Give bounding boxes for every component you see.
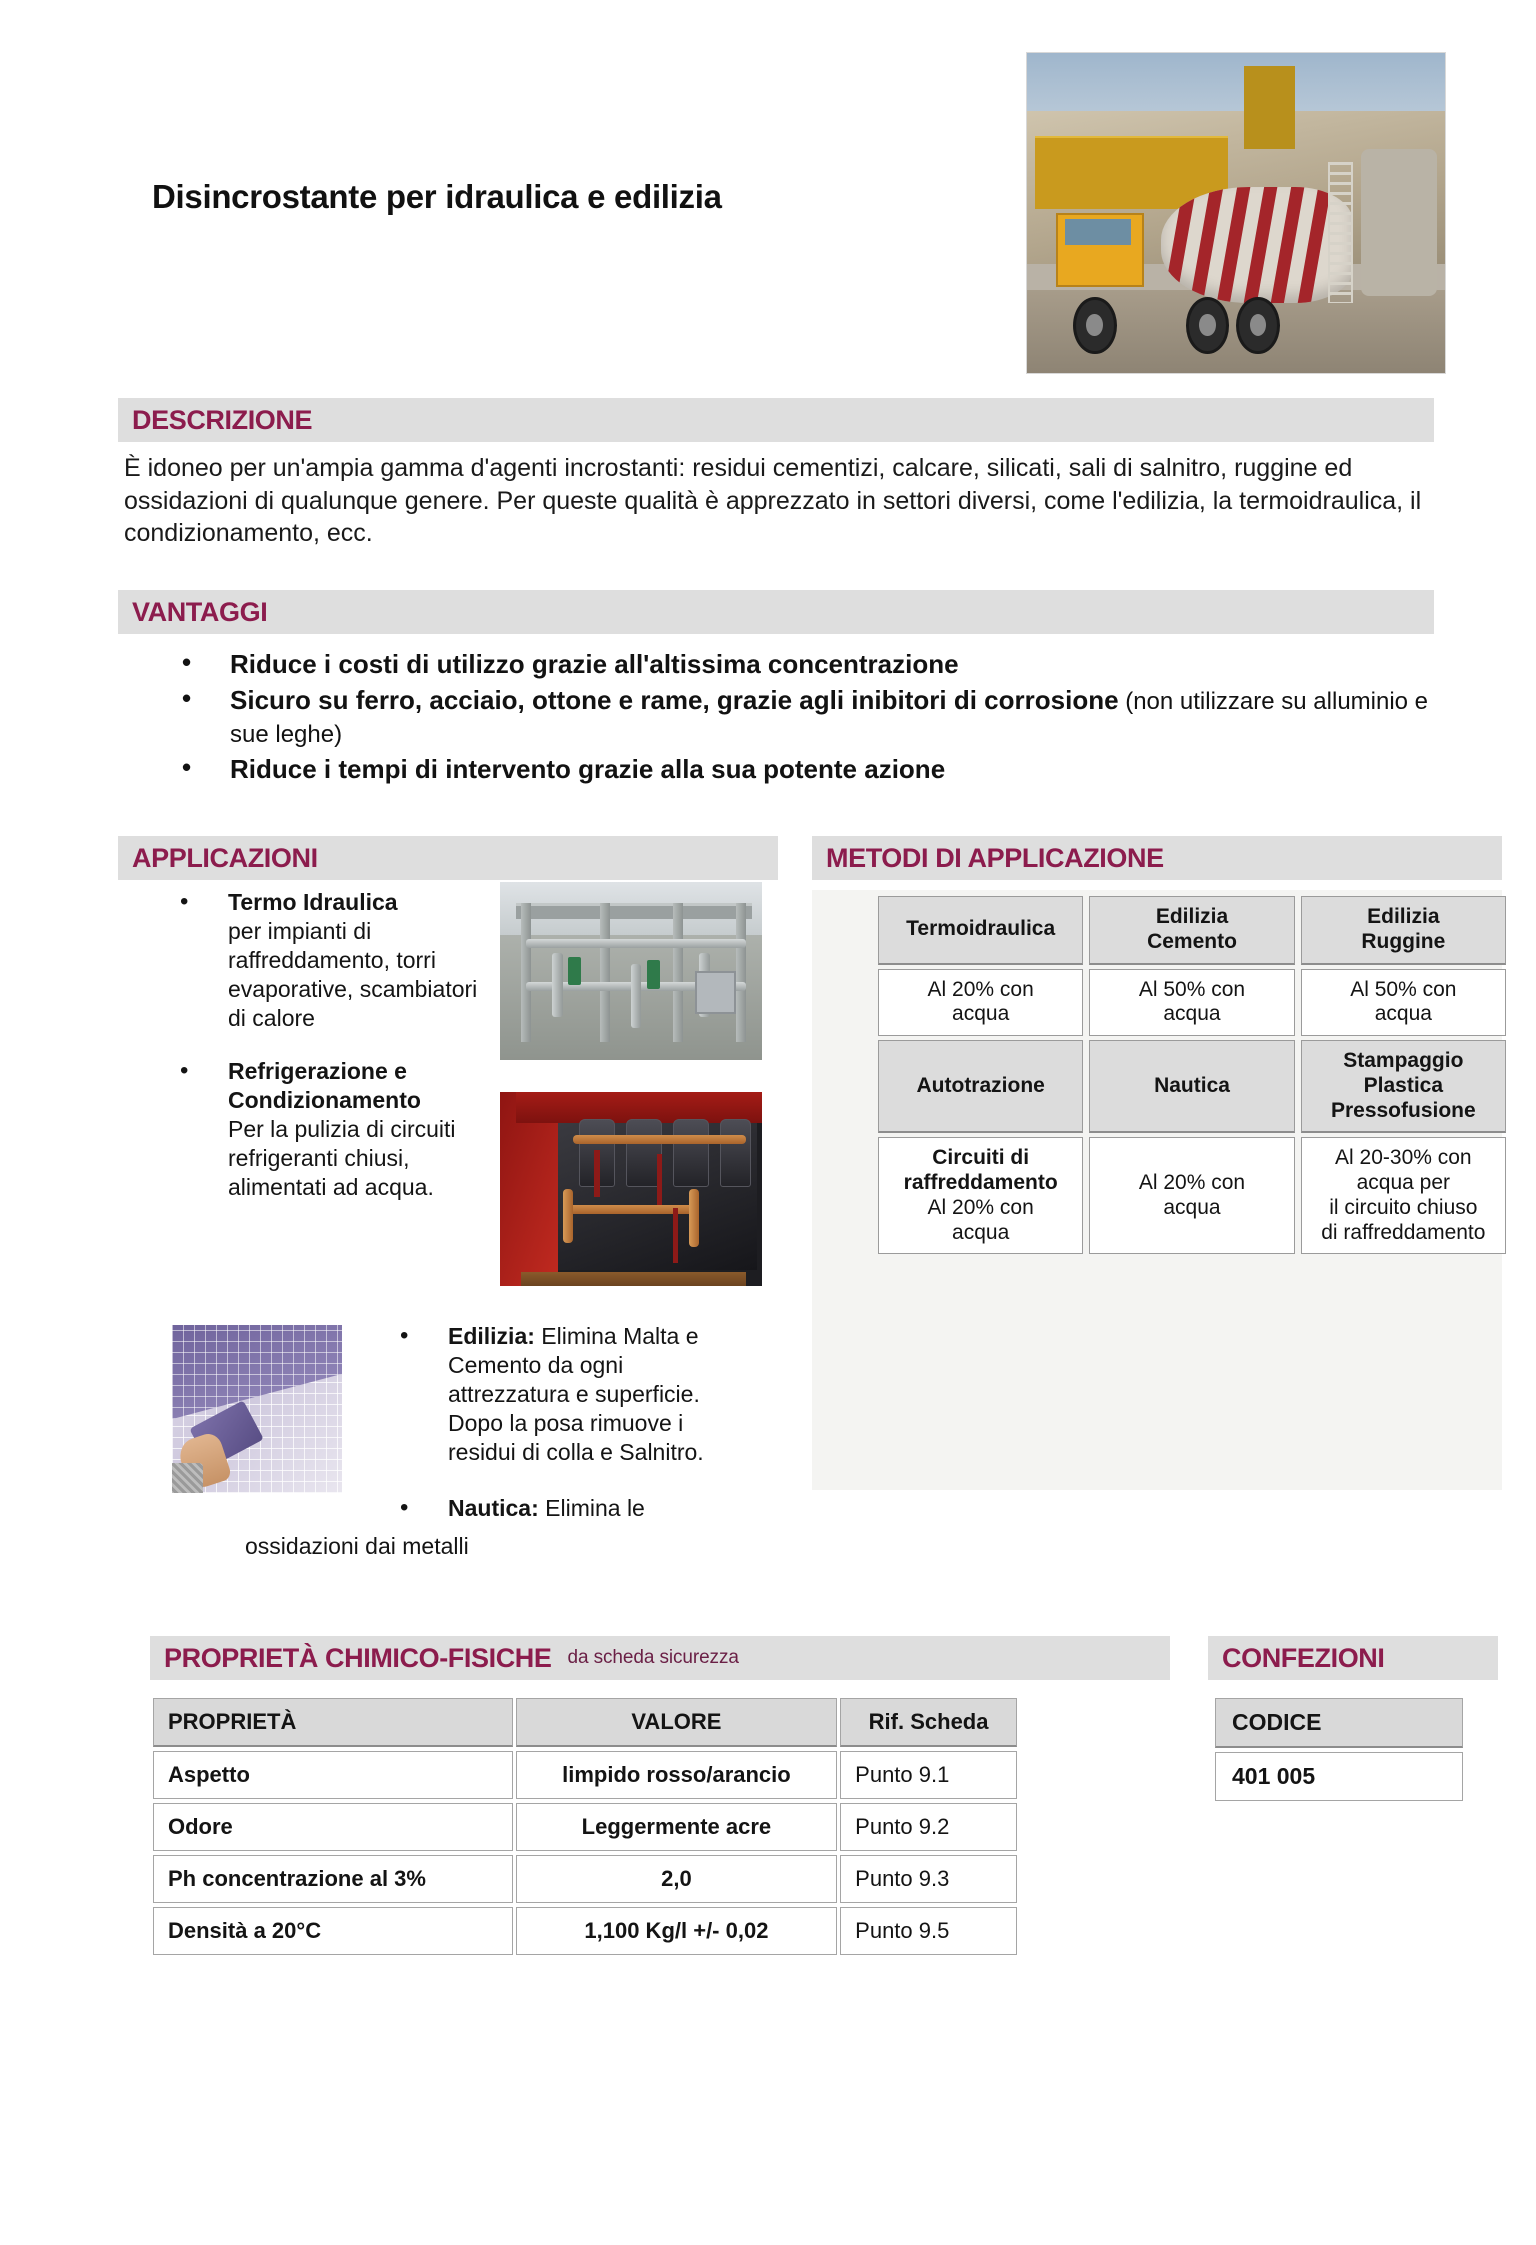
applicazione-title: • Termo Idraulica [228, 889, 398, 915]
table-row [878, 896, 1506, 965]
cell-text: acqua [952, 1002, 1010, 1026]
table-row [878, 969, 1506, 1037]
table-cell: Densità a 20°C [153, 1907, 513, 1955]
page-title: Disincrostante per idraulica e edilizia [152, 178, 722, 215]
cell-text: acqua per [1356, 1171, 1451, 1195]
confezioni-heading: CONFEZIONI [1222, 1642, 1385, 1673]
cell-text: acqua [1163, 1195, 1221, 1219]
table-row [153, 1751, 1017, 1799]
edilizia-label: Edilizia: [448, 1323, 535, 1349]
cell-text: acqua [1374, 1002, 1432, 1026]
nautica-label: Nautica: [448, 1495, 539, 1521]
list-item [390, 1494, 750, 1523]
section-header-metodi [812, 836, 1502, 880]
cement-mixer-truck-photo [1026, 52, 1446, 374]
table-row [153, 1803, 1017, 1851]
confezioni-table [1212, 1694, 1466, 1805]
table-cell [1089, 1040, 1294, 1133]
cell-text: Termoidraulica [906, 917, 1056, 941]
cell-text: Autotrazione [916, 1073, 1045, 1097]
cell-text: Al 20% con [1138, 1171, 1246, 1195]
column-header-rif-scheda: Rif. Scheda [840, 1698, 1017, 1747]
refrigeration-compressor-photo [500, 1092, 762, 1286]
table-row [153, 1907, 1017, 1955]
table-cell [878, 969, 1083, 1037]
section-header-descrizione [118, 398, 1434, 442]
table-cell: Ph concentrazione al 3% [153, 1855, 513, 1903]
proprieta-table [150, 1694, 1020, 1959]
section-header-vantaggi [118, 590, 1434, 634]
table-cell: 401 005 [1215, 1752, 1463, 1801]
section-header-applicazioni [118, 836, 778, 880]
proprieta-subheading: da scheda sicurezza [567, 1647, 739, 1668]
table-cell [1089, 969, 1294, 1037]
page-header [0, 0, 1536, 385]
table-header-row [153, 1698, 1017, 1747]
list-item [168, 753, 1468, 787]
table-cell: limpido rosso/arancio [516, 1751, 837, 1799]
table-cell [1301, 896, 1506, 965]
vantaggio-text: Sicuro su ferro, acciaio, ottone e rame, grazie agli inibitori di corrosione [230, 684, 1119, 715]
table-row [878, 1137, 1506, 1254]
table-cell: Odore [153, 1803, 513, 1851]
vantaggio-text: Riduce i tempi di intervento grazie alla sua potente azione [230, 754, 946, 785]
applicazione-text: per impianti di raffreddamento, torri evaporative, scambiatori di calore [228, 917, 478, 1031]
table-cell: Aspetto [153, 1751, 513, 1799]
section-header-confezioni [1208, 1636, 1498, 1680]
metodi-table [872, 892, 1512, 1258]
cell-text: Pressofusione [1330, 1098, 1476, 1122]
table-cell [1089, 896, 1294, 965]
column-header-codice: CODICE [1215, 1698, 1463, 1748]
table-row [878, 1040, 1506, 1133]
list-item [168, 648, 1468, 682]
list-item [390, 1322, 730, 1467]
table-cell: 2,0 [516, 1855, 837, 1903]
section-header-proprieta [150, 1636, 1170, 1680]
cell-text: raffreddamento [903, 1171, 1058, 1195]
table-cell [1301, 1040, 1506, 1133]
table-cell: 1,100 Kg/l +/- 0,02 [516, 1907, 837, 1955]
cell-text: acqua [1163, 1002, 1221, 1026]
table-cell [878, 1040, 1083, 1133]
cell-text: di raffreddamento [1321, 1220, 1486, 1244]
table-cell [1089, 1137, 1294, 1254]
cell-text: Al 50% con [1138, 977, 1246, 1001]
tile-grouting-photo [172, 1325, 342, 1493]
vantaggio-note: (non utilizzare su alluminio e sue leghe) [230, 687, 1429, 749]
list-item [170, 888, 500, 1033]
table-cell: Punto 9.5 [840, 1907, 1017, 1955]
cell-text: acqua [952, 1220, 1010, 1244]
table-cell [1301, 1137, 1506, 1254]
cell-text: Cemento [1147, 929, 1237, 953]
cell-text: Al 50% con [1350, 977, 1457, 1001]
cell-text: Stampaggio [1343, 1049, 1464, 1073]
nautica-text: Elimina le [538, 1495, 645, 1521]
cell-text: Ruggine [1361, 929, 1446, 953]
column-header-valore: VALORE [516, 1698, 837, 1747]
table-row [1215, 1752, 1463, 1801]
vantaggi-list [168, 648, 1468, 789]
column-header-proprieta: PROPRIETÀ [153, 1698, 513, 1747]
list-item [170, 1057, 500, 1202]
cell-text: Edilizia [1155, 905, 1229, 928]
cell-text: Edilizia [1367, 905, 1440, 928]
list-item [168, 684, 1468, 751]
cell-text: Al 20% con [927, 977, 1034, 1001]
table-cell: Punto 9.2 [840, 1803, 1017, 1851]
table-cell [878, 896, 1083, 965]
table-header-row [1215, 1698, 1463, 1748]
table-cell [1301, 969, 1506, 1037]
vantaggio-text: Riduce i costi di utilizzo grazie all'altissima concentrazione [230, 649, 959, 679]
descrizione-heading: DESCRIZIONE [132, 404, 313, 435]
table-cell: Punto 9.1 [840, 1751, 1017, 1799]
industrial-piping-photo [500, 882, 762, 1060]
table-cell: Leggermente acre [516, 1803, 837, 1851]
applicazione-title: • Refrigerazione e Condizionamento [228, 1057, 421, 1113]
vantaggi-heading: VANTAGGI [132, 596, 268, 627]
cell-text: Al 20% con [927, 1195, 1034, 1219]
descrizione-body-text: È idoneo per un'ampia gamma d'agenti incrostanti: residui cementizi, calcare, silicati, sali di salnitro, ruggine ed ossidazioni di qualunque genere. Per queste qualità è apprezzato in settori diversi, come l'edilizia, la termoidraulica, il condizionamento, ecc. [124, 454, 1422, 547]
cell-text: Circuiti di [932, 1146, 1030, 1170]
cell-text: Nautica [1154, 1073, 1230, 1097]
applicazioni-list [170, 888, 500, 1226]
applicazioni-heading: APPLICAZIONI [132, 842, 318, 873]
applicazione-edilizia [390, 1322, 730, 1485]
cell-text: il circuito chiuso [1329, 1195, 1478, 1219]
table-cell: Punto 9.3 [840, 1855, 1017, 1903]
applicazione-text: Per la pulizia di circuiti refrigeranti chiusi, alimentati ad acqua. [228, 1115, 456, 1200]
edilizia-text: Elimina Malta e Cemento da ogni attrezzatura e superficie. Dopo la posa rimuove i residui di colla e Salnitro. [448, 1323, 704, 1465]
cell-text: Plastica [1363, 1073, 1444, 1097]
metodi-heading: METODI DI APPLICAZIONE [826, 842, 1164, 873]
nautica-text-tail: ossidazioni dai metalli [245, 1533, 469, 1559]
proprieta-heading: PROPRIETÀ CHIMICO-FISICHE [164, 1642, 552, 1673]
table-row [153, 1855, 1017, 1903]
cell-text: Al 20-30% con [1335, 1146, 1472, 1170]
table-cell [878, 1137, 1083, 1254]
